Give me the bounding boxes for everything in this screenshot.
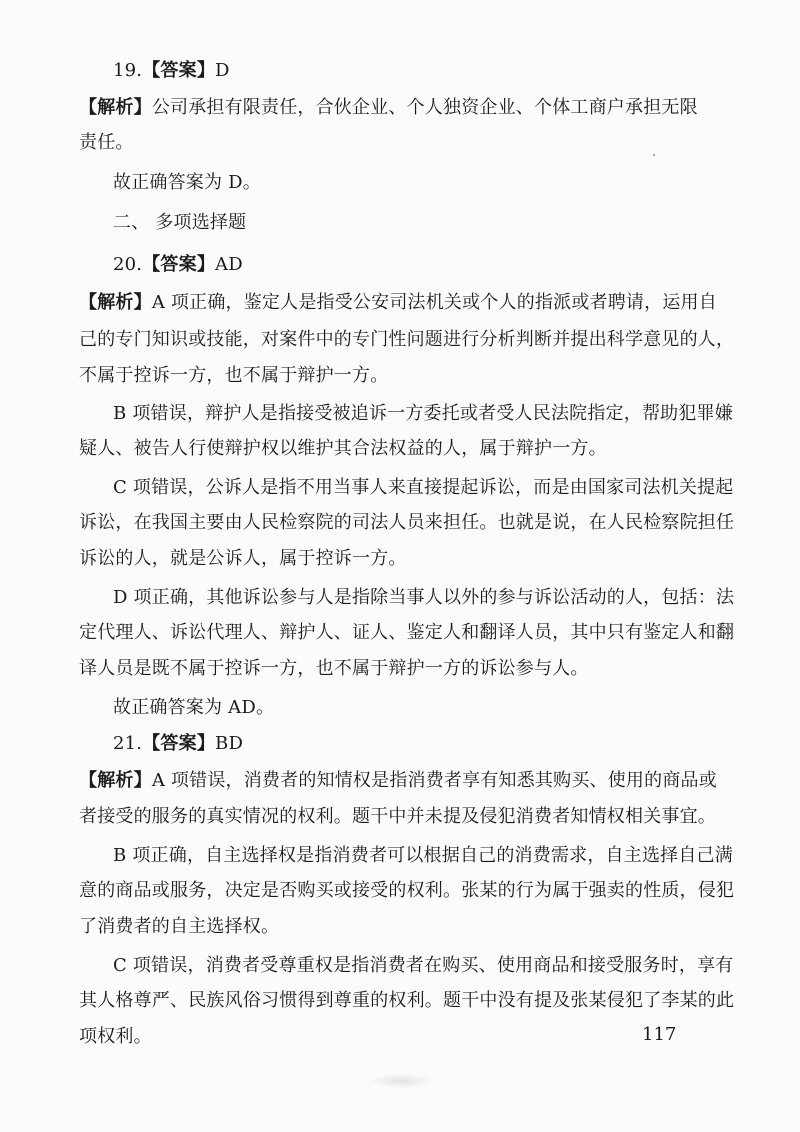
q20-b-line-2: 疑人、被告人行使辩护权以维护其合法权益的人，属于辩护一方。: [79, 438, 607, 459]
q19-analysis-tag: 【解析】: [79, 97, 152, 118]
q20-d-line-2: 定代理人、诉讼代理人、辩护人、证人、鉴定人和翻译人员，其中只有鉴定人和翻: [79, 622, 735, 643]
q21-a-text-1: A 项错误，消费者的知情权是指消费者享有知悉其购买、使用的商品或: [151, 770, 717, 791]
q21-answer-tag: 【答案】: [142, 733, 216, 754]
q20-c-line-3: 诉讼的人，就是公诉人，属于控诉一方。: [79, 548, 407, 569]
q19-analysis-line-2: 责任。: [79, 132, 134, 153]
q20-number: 20.: [113, 254, 143, 275]
q20-conclusion: 故正确答案为 AD。: [113, 697, 275, 718]
q20-a-line-1: [79, 292, 717, 314]
q19-number: 19.: [113, 60, 143, 81]
q20-analysis-tag: 【解析】: [79, 292, 152, 313]
q19-conclusion: 故正确答案为 D。: [113, 172, 261, 193]
q20-answer-line: [113, 254, 243, 276]
q21-c-line-3: 项权利。: [79, 1026, 152, 1047]
q20-b-line-1: B 项错误，辩护人是指接受被追诉一方委托或者受人民法院指定，帮助犯罪嫌: [113, 403, 733, 424]
scan-speck: [653, 154, 655, 156]
q20-d-line-3: 译人员是既不属于控诉一方，也不属于辩护一方的诉讼参与人。: [79, 658, 589, 679]
q19-analysis-line-1: [79, 97, 698, 119]
q21-number: 21.: [113, 733, 143, 754]
q21-c-line-2: 其人格尊严、民族风俗习惯得到尊重的权利。题干中没有提及张某侵犯了李某的此: [79, 990, 735, 1011]
q21-a-line-1: [79, 770, 717, 792]
q20-c-line-1: C 项错误，公诉人是指不用当事人来直接提起诉讼，而是由国家司法机关提起: [113, 477, 734, 498]
q21-a-line-2: 者接受的服务的真实情况的权利。题干中并未提及侵犯消费者知情权相关事宜。: [79, 806, 716, 827]
section-title: 二、 多项选择题: [113, 212, 247, 233]
q21-b-line-2: 意的商品或服务，决定是否购买或接受的权利。张某的行为属于强卖的性质，侵犯: [79, 880, 735, 901]
q20-a-line-2: 己的专门知识或技能，对案件中的专门性问题进行分析判断并提出科学意见的人，: [79, 329, 735, 350]
q21-c-line-1: C 项错误，消费者受尊重权是指消费者在购买、使用商品和接受服务时，享有: [113, 955, 734, 976]
q19-answer-line: [113, 60, 230, 82]
scan-smudge: [371, 1074, 431, 1088]
q21-answer: BD: [215, 733, 244, 754]
q19-analysis-text-1: 公司承担有限责任，合伙企业、个人独资企业、个体工商户承担无限: [151, 97, 698, 118]
q20-answer-tag: 【答案】: [142, 254, 216, 275]
q21-analysis-tag: 【解析】: [79, 770, 152, 791]
q19-answer-tag: 【答案】: [142, 60, 216, 81]
q21-b-line-1: B 项正确，自主选择权是指消费者可以根据自己的消费需求，自主选择自己满: [113, 845, 733, 866]
q20-c-line-2: 诉讼，在我国主要由人民检察院的司法人员来担任。也就是说，在人民检察院担任: [79, 512, 735, 533]
page-number: 117: [642, 1024, 677, 1045]
q21-b-line-3: 了消费者的自主选择权。: [79, 916, 280, 937]
q20-a-text-1: A 项正确，鉴定人是指受公安司法机关或个人的指派或者聘请，运用自: [151, 292, 717, 313]
q20-a-line-3: 不属于控诉一方，也不属于辩护一方。: [79, 365, 389, 386]
q20-d-line-1: D 项正确，其他诉讼参与人是指除当事人以外的参与诉讼活动的人，包括：法: [113, 587, 735, 608]
q19-answer: D: [215, 60, 230, 81]
q20-answer: AD: [215, 254, 243, 275]
q21-answer-line: [113, 733, 243, 755]
